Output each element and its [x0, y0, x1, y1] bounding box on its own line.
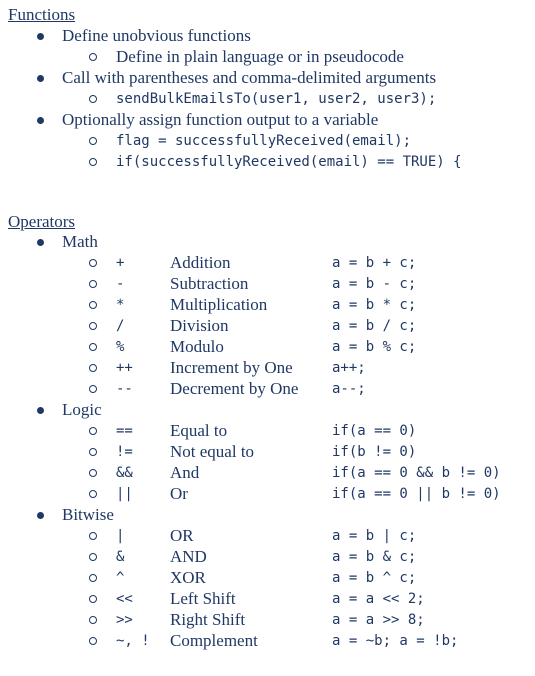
operator-symbol: +: [116, 255, 125, 271]
operator-description: XOR: [170, 568, 206, 587]
sub-bullet-icon: [89, 137, 97, 145]
bullet-text: Optionally assign function output to a variable: [62, 110, 379, 129]
operator-symbol: ==: [116, 423, 133, 439]
operator-description: AND: [170, 547, 207, 566]
sub-bullet-icon: [89, 280, 97, 288]
operator-example: if(a == 0 && b != 0): [332, 465, 501, 481]
sub-bullet-icon: [89, 301, 97, 309]
sub-bullet-icon: [89, 469, 97, 477]
operator-description: Addition: [170, 253, 231, 272]
operator-example: a = b / c;: [332, 318, 417, 334]
sub-bullet-text: if(successfullyReceived(email) == TRUE) {: [116, 154, 462, 170]
sub-bullet-icon: [89, 448, 97, 456]
sub-bullet-icon: [89, 53, 97, 61]
bullet-icon: [37, 33, 44, 40]
operator-example: a = b * c;: [332, 297, 417, 313]
operator-description: Increment by One: [170, 358, 293, 377]
operator-description: Decrement by One: [170, 379, 299, 398]
operator-symbol: ||: [116, 486, 133, 502]
operator-symbol: *: [116, 297, 125, 313]
operator-symbol: ++: [116, 360, 133, 376]
sub-bullet-icon: [89, 364, 97, 372]
operator-example: if(a == 0 || b != 0): [332, 486, 501, 502]
sub-bullet-icon: [89, 616, 97, 624]
operator-group-label: Logic: [62, 400, 102, 419]
operator-symbol: |: [116, 528, 125, 544]
operator-example: a--;: [332, 381, 366, 397]
operator-description: Multiplication: [170, 295, 268, 314]
sub-bullet-icon: [89, 259, 97, 267]
operator-description: Complement: [170, 631, 258, 650]
bullet-icon: [37, 117, 44, 124]
operator-example: a = b ^ c;: [332, 570, 417, 586]
operator-example: a = b & c;: [332, 549, 417, 565]
bullet-icon: [37, 239, 44, 246]
operator-symbol: -: [116, 276, 125, 292]
operator-description: And: [170, 463, 200, 482]
operator-example: a = a >> 8;: [332, 612, 425, 628]
operator-example: a = b | c;: [332, 528, 417, 544]
operator-example: a = a << 2;: [332, 591, 425, 607]
operator-example: if(b != 0): [332, 444, 417, 460]
operator-description: Modulo: [170, 337, 224, 356]
sub-bullet-text: sendBulkEmailsTo(user1, user2, user3);: [116, 91, 437, 107]
operator-description: Equal to: [170, 421, 228, 440]
operator-symbol: --: [116, 381, 133, 397]
operator-group-label: Bitwise: [62, 505, 114, 524]
operator-description: Division: [170, 316, 229, 335]
operator-description: OR: [170, 526, 194, 545]
sub-bullet-icon: [89, 322, 97, 330]
sub-bullet-text: flag = successfullyReceived(email);: [116, 133, 412, 149]
operator-symbol: ~, !: [116, 633, 150, 649]
bullet-text: Call with parentheses and comma-delimited arguments: [62, 68, 437, 87]
bullet-icon: [37, 75, 44, 82]
operator-example: a = b + c;: [332, 255, 417, 271]
operator-symbol: !=: [116, 444, 133, 460]
operator-symbol: %: [116, 339, 125, 355]
operator-group-label: Math: [62, 232, 98, 251]
bullet-icon: [37, 407, 44, 414]
operator-example: a++;: [332, 360, 366, 376]
sub-bullet-icon: [89, 343, 97, 351]
sub-bullet-icon: [89, 637, 97, 645]
section-heading-functions: Functions: [8, 5, 76, 24]
operator-description: Not equal to: [170, 442, 255, 461]
sub-bullet-icon: [89, 595, 97, 603]
sub-bullet-icon: [89, 574, 97, 582]
bullet-text: Define unobvious functions: [62, 26, 251, 45]
operator-symbol: ^: [116, 570, 125, 586]
sub-bullet-icon: [89, 532, 97, 540]
operator-example: a = ~b; a = !b;: [332, 633, 459, 649]
operator-symbol: &: [116, 549, 125, 565]
sub-bullet-icon: [89, 95, 97, 103]
operator-description: Right Shift: [170, 610, 246, 629]
operator-example: a = b - c;: [332, 276, 417, 292]
operator-symbol: /: [116, 318, 125, 334]
sub-bullet-text: Define in plain language or in pseudocode: [116, 47, 404, 66]
sub-bullet-icon: [89, 158, 97, 166]
bullet-icon: [37, 512, 44, 519]
sub-bullet-icon: [89, 490, 97, 498]
operator-symbol: <<: [116, 591, 133, 607]
operator-symbol: &&: [116, 465, 133, 481]
operator-description: Left Shift: [170, 589, 236, 608]
operator-example: if(a == 0): [332, 423, 417, 439]
sub-bullet-icon: [89, 427, 97, 435]
sub-bullet-icon: [89, 385, 97, 393]
operator-example: a = b % c;: [332, 339, 417, 355]
section-heading-operators: Operators: [8, 212, 76, 231]
operator-description: Or: [170, 484, 188, 503]
sub-bullet-icon: [89, 553, 97, 561]
operator-description: Subtraction: [170, 274, 249, 293]
operator-symbol: >>: [116, 612, 133, 628]
